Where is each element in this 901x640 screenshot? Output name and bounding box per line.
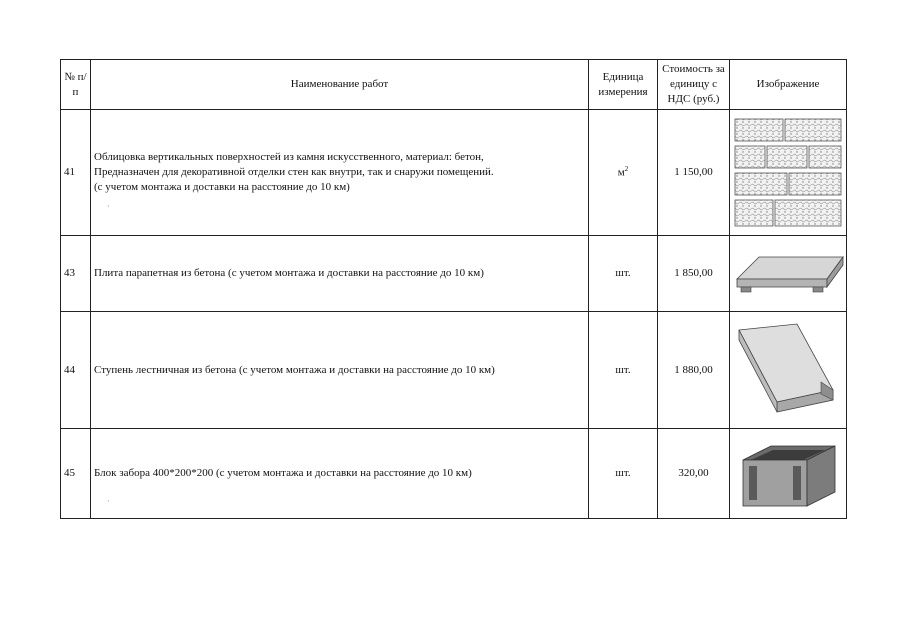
header-price: Стоимость за единицу с НДС (руб.) [658, 60, 730, 110]
table-row [61, 236, 847, 312]
scan-dot: · [107, 202, 110, 212]
stone-tile-icon [733, 117, 843, 229]
stair-step-icon [733, 320, 845, 420]
unit-cell: шт. [589, 312, 658, 429]
work-name: Плита парапетная из бетона (с учетом монтажа и доставки на расстояние до 10 км) [91, 236, 589, 312]
product-image [730, 312, 847, 429]
product-image [730, 236, 847, 312]
header-num: № п/п [61, 60, 91, 110]
work-name: Ступень лестничная из бетона (с учетом монтажа и доставки на расстояние до 10 км) [91, 312, 589, 429]
work-name-line: Предназначен для декоративной отделки стен как внутри, так и снаружи помещений. [94, 166, 494, 179]
unit-cell: шт. [589, 236, 658, 312]
unit-superscript: 2 [624, 164, 629, 173]
work-name [91, 429, 589, 519]
table-row [61, 312, 847, 429]
product-image [730, 110, 847, 236]
unit-cell [589, 110, 658, 236]
table-row [61, 110, 847, 236]
price-cell: 1 150,00 [658, 110, 730, 236]
scan-dot: · [107, 497, 110, 507]
unit-base: м [617, 166, 625, 179]
unit-cell: шт. [589, 429, 658, 519]
row-number: 41 [61, 110, 91, 236]
table-header-row [61, 60, 847, 110]
product-image [730, 429, 847, 519]
work-name-text: Блок забора 400*200*200 (с учетом монтажа и доставки на расстояние до 10 км) [94, 467, 472, 480]
work-name-line: Облицовка вертикальных поверхностей из камня искусственного, материал: бетон, [94, 151, 484, 164]
parapet-slab-icon [733, 249, 845, 299]
header-unit: Единица измерения [589, 60, 658, 110]
work-name [91, 110, 589, 236]
price-cell: 1 850,00 [658, 236, 730, 312]
row-number: 43 [61, 236, 91, 312]
price-cell: 320,00 [658, 429, 730, 519]
work-name-line: (с учетом монтажа и доставки на расстояние до 10 км) [94, 180, 350, 193]
header-name: Наименование работ [91, 60, 589, 110]
price-cell: 1 880,00 [658, 312, 730, 429]
fence-block-icon [733, 434, 845, 514]
header-image: Изображение [730, 60, 847, 110]
row-number: 45 [61, 429, 91, 519]
price-table [60, 59, 847, 519]
table-row [61, 429, 847, 519]
row-number: 44 [61, 312, 91, 429]
